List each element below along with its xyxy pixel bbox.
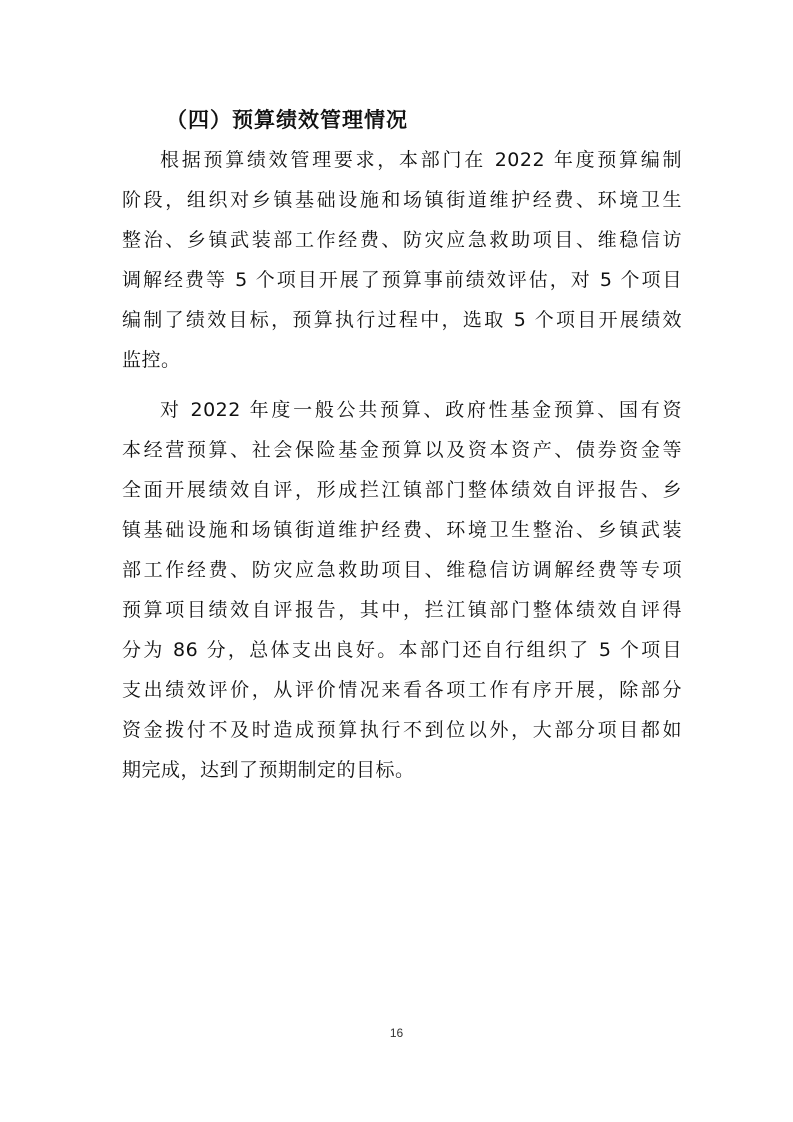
section-heading: （四）预算绩效管理情况 xyxy=(166,108,408,132)
page-number: 16 xyxy=(389,1026,404,1040)
paragraph1-line: 整治、乡镇武装部工作经费、防灾应急救助项目、维稳信访 xyxy=(122,229,682,251)
paragraph2-line: 全面开展绩效自评，形成拦江镇部门整体绩效自评报告、乡 xyxy=(122,479,682,501)
paragraph2-line: 对 2022 年度一般公共预算、政府性基金预算、国有资 xyxy=(160,399,682,421)
paragraph1-line: 阶段，组织对乡镇基础设施和场镇街道维护经费、环境卫生 xyxy=(122,189,682,211)
paragraph2-line: 资金拨付不及时造成预算执行不到位以外，大部分项目都如 xyxy=(122,719,682,741)
paragraph2-line: 本经营预算、社会保险基金预算以及资本资产、债券资金等 xyxy=(122,439,682,461)
paragraph2-line: 分为 86 分，总体支出良好。本部门还自行组织了 5 个项目 xyxy=(122,639,682,661)
paragraph2-line: 支出绩效评价，从评价情况来看各项工作有序开展，除部分 xyxy=(122,679,682,701)
paragraph1-line: 监控。 xyxy=(122,349,181,371)
paragraph1-line: 编制了绩效目标，预算执行过程中，选取 5 个项目开展绩效 xyxy=(122,309,682,331)
paragraph2-line: 预算项目绩效自评报告，其中，拦江镇部门整体绩效自评得 xyxy=(122,599,682,621)
paragraph2-line: 镇基础设施和场镇街道维护经费、环境卫生整治、乡镇武装 xyxy=(122,519,682,541)
paragraph2-line: 部工作经费、防灾应急救助项目、维稳信访调解经费等专项 xyxy=(122,559,682,581)
paragraph2-line: 期完成，达到了预期制定的目标。 xyxy=(122,759,415,781)
paragraph1-line: 调解经费等 5 个项目开展了预算事前绩效评估，对 5 个项目 xyxy=(122,269,682,291)
paragraph1-line: 根据预算绩效管理要求，本部门在 2022 年度预算编制 xyxy=(160,149,682,171)
